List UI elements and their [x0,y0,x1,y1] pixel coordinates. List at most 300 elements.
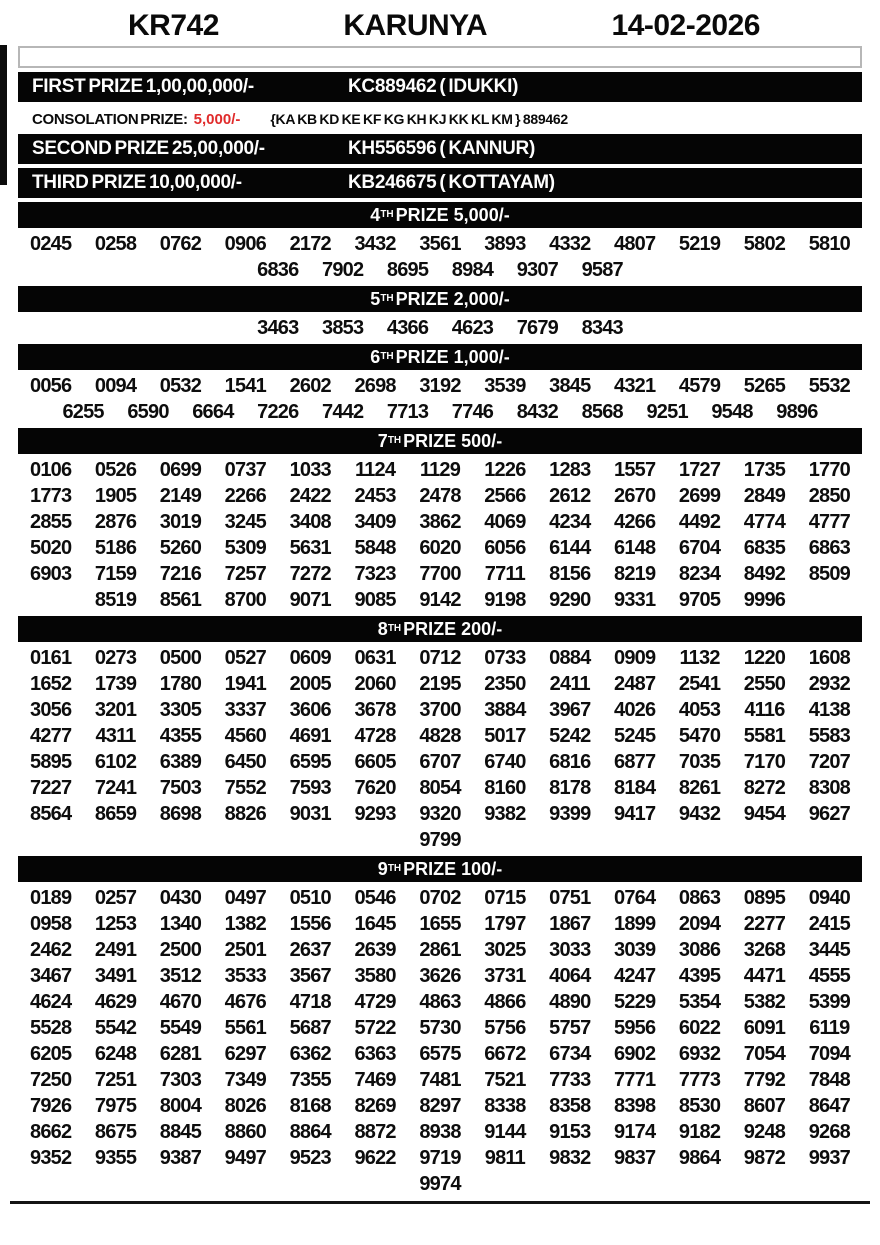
prize-number: 3033 [549,938,591,961]
second-prize-label: SECOND PRIZE 25,00,000/- [32,138,265,159]
prize-number: 7521 [484,1068,526,1091]
prize-number: 7503 [159,776,202,799]
prize-number: 2487 [614,672,656,695]
prize-number: 0737 [224,458,266,481]
prize-number: 2149 [159,484,202,507]
number-row [18,315,862,341]
prize-number: 4777 [808,510,850,533]
left-edge-strip [0,45,7,185]
section-title-text: PRIZE 2,000/- [395,288,510,309]
consolation-series: {KA KB KD KE KF KG KH KJ KK KL KM } 889462 [270,111,568,127]
prize-number: 7035 [678,750,721,773]
prize-number: 2566 [484,484,526,507]
prize-number: 2541 [678,672,721,695]
section-ordinal: 9 [377,858,388,879]
prize-number: 8160 [484,776,526,799]
prize-number: 3025 [484,938,526,961]
prize-number: 3567 [289,964,331,987]
prize-number: 5017 [484,724,526,747]
header [0,0,880,46]
prize-number: 2005 [289,672,331,695]
third-prize-winner: KB246675 ( KOTTAYAM) [348,172,555,193]
prize-number: 2462 [30,938,72,961]
prize-number: 5583 [808,724,850,747]
number-row [18,885,862,911]
prize-number: 5309 [224,536,266,559]
number-row [18,535,862,561]
section-ordinal: 5 [370,288,381,309]
number-row [18,509,862,535]
prize-number: 0863 [678,886,721,909]
prize-number: 5687 [289,1016,331,1039]
prize-number: 3201 [94,698,137,721]
prize-sections [0,202,880,1197]
prize-number: 9896 [776,400,818,423]
prize-number: 3268 [743,938,786,961]
section-title-text: PRIZE 500/- [403,430,503,451]
prize-number: 7257 [224,562,266,585]
prize-number: 3337 [224,698,266,721]
prize-number: 0189 [30,886,72,909]
prize-number: 3463 [257,316,299,339]
prize-number: 9523 [289,1146,331,1169]
prize-number: 3467 [30,964,72,987]
prize-number: 4624 [30,990,72,1013]
number-row [18,257,862,283]
prize-number: 7679 [516,316,558,339]
prize-number: 5470 [678,724,721,747]
number-row [18,483,862,509]
prize-number: 9937 [808,1146,850,1169]
prize-number: 4676 [224,990,266,1013]
prize-number: 5757 [549,1016,591,1039]
prize-number: 3606 [289,698,331,721]
prize-number: 6255 [62,400,104,423]
prize-number: 4234 [549,510,591,533]
prize-number: 8338 [484,1094,526,1117]
prize-number: 5399 [808,990,850,1013]
prize-number: 5354 [678,990,721,1013]
prize-number: 1557 [614,458,656,481]
prize-number: 3561 [419,232,461,255]
prize-number: 5242 [549,724,591,747]
prize-number: 0906 [224,232,266,255]
prize-number: 0733 [484,646,526,669]
prize-number: 1340 [159,912,202,935]
prize-number: 6020 [419,536,461,559]
prize-number: 7975 [94,1094,137,1117]
prize-number: 6119 [809,1016,850,1039]
prize-number: 2453 [354,484,396,507]
prize-number: 8026 [224,1094,266,1117]
prize-number: 4492 [678,510,721,533]
prize-number: 1124 [355,458,396,481]
prize-number: 0094 [94,374,137,397]
prize-number: 9071 [289,588,331,611]
prize-number: 0056 [30,374,72,397]
prize-number: 2501 [224,938,266,961]
prize-number: 3862 [419,510,461,533]
prize-number: 2698 [354,374,396,397]
prize-number: 6835 [743,536,786,559]
prize-number: 9031 [289,802,331,825]
prize-number: 8358 [549,1094,591,1117]
prize-number: 8308 [808,776,850,799]
prize-number: 0958 [30,912,72,935]
number-row [18,399,862,425]
prize-number: 7593 [289,776,331,799]
prize-number: 1129 [419,458,461,481]
prize-number: 7773 [678,1068,721,1091]
prize-number: 8700 [224,588,266,611]
prize-number: 6595 [289,750,331,773]
section-title-text: PRIZE 100/- [403,858,503,879]
prize-number: 0884 [549,646,591,669]
prize-number: 5186 [94,536,137,559]
prize-number: 6297 [224,1042,266,1065]
first-prize-bar [18,72,862,102]
prize-number: 9382 [484,802,526,825]
prize-number: 9417 [614,802,656,825]
section-ordinal: 7 [377,430,388,451]
third-prize-label: THIRD PRIZE 10,00,000/- [32,172,242,193]
prize-number: 2639 [354,938,396,961]
prize-number: 4555 [808,964,850,987]
number-row [18,697,862,723]
prize-number: 1033 [289,458,331,481]
prize-number: 2699 [678,484,721,507]
prize-number: 5229 [614,990,656,1013]
prize-number: 8984 [451,258,494,281]
section-title-6th-prize: 6 TH PRIZE 1,000/- [18,344,862,370]
prize-number: 6590 [127,400,169,423]
number-row [18,989,862,1015]
prize-number: 4116 [744,698,785,721]
prize-number: 1773 [30,484,72,507]
second-prize-bar [18,134,862,164]
consolation-row [18,106,862,132]
prize-number: 4890 [549,990,591,1013]
prize-number: 6102 [94,750,137,773]
prize-number: 4053 [678,698,721,721]
prize-number: 0762 [159,232,202,255]
prize-number: 9174 [614,1120,656,1143]
prize-number: 4321 [614,374,656,397]
prize-number: 2094 [678,912,721,935]
prize-number: 7771 [614,1068,656,1091]
lottery-name: KARUNYA [343,9,488,42]
prize-number: 6704 [678,536,721,559]
prize-number: 1727 [678,458,721,481]
prize-number: 1905 [94,484,137,507]
prize-number: 2415 [808,912,850,935]
prize-number: 0526 [94,458,137,481]
prize-number: 9268 [808,1120,850,1143]
prize-number: 5265 [743,374,786,397]
prize-number: 7620 [354,776,396,799]
prize-number: 2422 [289,484,331,507]
prize-number: 0527 [224,646,266,669]
prize-number: 6902 [614,1042,656,1065]
prize-number: 1608 [808,646,850,669]
number-row [18,801,862,827]
prize-number: 4471 [743,964,786,987]
prize-number: 4774 [743,510,786,533]
prize-number: 8864 [289,1120,331,1143]
first-prize-label: FIRST PRIZE 1,00,00,000/- [32,76,254,97]
prize-number: 4623 [451,316,494,339]
prize-number: 1797 [484,912,526,935]
prize-number: 0258 [94,232,137,255]
second-prize-winner: KH556596 ( KANNUR) [348,138,535,159]
prize-number: 0500 [159,646,202,669]
section-title-9th-prize: 9 TH PRIZE 100/- [18,856,862,882]
prize-number: 6022 [678,1016,721,1039]
prize-number: 9142 [419,588,461,611]
prize-number: 7226 [257,400,299,423]
prize-number: 1132 [679,646,720,669]
prize-number: 5245 [614,724,656,747]
prize-number: 7159 [94,562,137,585]
prize-number: 7792 [743,1068,786,1091]
prize-number: 2850 [808,484,850,507]
prize-number: 8398 [614,1094,656,1117]
prize-number: 5020 [30,536,72,559]
prize-number: 8647 [808,1094,850,1117]
prize-number: 0532 [159,374,202,397]
prize-number: 4395 [678,964,721,987]
prize-number: 8561 [159,588,202,611]
number-row [18,723,862,749]
prize-number: 2612 [549,484,591,507]
prize-number: 5730 [419,1016,461,1039]
prize-number: 8695 [386,258,429,281]
prize-number: 9548 [711,400,753,423]
prize-number: 3845 [549,374,591,397]
prize-number: 5722 [354,1016,396,1039]
prize-number: 7442 [322,400,364,423]
prize-number: 2861 [419,938,461,961]
prize-number: 7349 [224,1068,266,1091]
third-prize-bar [18,168,862,198]
prize-number: 9251 [646,400,688,423]
prize-number: 3893 [484,232,526,255]
prize-number: 9182 [678,1120,721,1143]
prize-number: 0106 [30,458,72,481]
prize-number: 6144 [549,536,591,559]
draw-code: KR742 [128,9,219,42]
prize-number: 8675 [94,1120,137,1143]
section-title-5th-prize: 5 TH PRIZE 2,000/- [18,286,862,312]
number-row [18,827,862,853]
prize-number: 1780 [159,672,202,695]
prize-number: 2876 [94,510,137,533]
prize-number: 3626 [419,964,461,987]
prize-number: 6863 [808,536,850,559]
prize-number: 4366 [386,316,429,339]
prize-number: 3192 [419,374,461,397]
prize-number: 1655 [419,912,461,935]
prize-number: 5848 [354,536,396,559]
prize-number: 1867 [549,912,591,935]
prize-number: 7481 [419,1068,461,1091]
prize-number: 8492 [743,562,786,585]
draw-date: 14-02-2026 [611,9,760,42]
prize-number: 3039 [614,938,656,961]
number-row [18,457,862,483]
prize-number: 7094 [808,1042,850,1065]
prize-number: 8219 [614,562,656,585]
prize-number: 4277 [30,724,72,747]
prize-number: 1226 [484,458,526,481]
prize-number: 0430 [159,886,202,909]
prize-number: 8234 [678,562,721,585]
prize-number: 3731 [484,964,526,987]
prize-number: 1941 [224,672,266,695]
prize-number: 3533 [224,964,266,987]
prize-number: 5260 [159,536,202,559]
prize-number: 9293 [354,802,396,825]
prize-number: 4863 [419,990,461,1013]
number-row [18,1015,862,1041]
prize-number: 4332 [549,232,591,255]
prize-number: 8872 [354,1120,396,1143]
prize-number: 7251 [94,1068,137,1091]
number-row [18,1067,862,1093]
prize-number: 6362 [289,1042,331,1065]
prize-number: 7241 [94,776,137,799]
prize-number: 3512 [159,964,202,987]
prize-number: 8168 [289,1094,331,1117]
prize-number: 6903 [30,562,72,585]
prize-number: 8662 [30,1120,72,1143]
prize-number: 6740 [484,750,526,773]
prize-number: 8519 [94,588,137,611]
prize-number: 7848 [808,1068,850,1091]
prize-number: 5810 [808,232,850,255]
prize-number: 0497 [224,886,266,909]
prize-number: 8184 [614,776,656,799]
prize-number: 4629 [94,990,137,1013]
prize-number: 3019 [159,510,202,533]
prize-number: 9387 [159,1146,202,1169]
prize-number: 7303 [159,1068,202,1091]
prize-number: 7746 [451,400,494,423]
prize-number: 5542 [94,1016,137,1039]
prize-number: 4729 [354,990,396,1013]
prize-number: 0245 [30,232,72,255]
prize-number: 0715 [484,886,526,909]
prize-number: 3491 [94,964,137,987]
prize-number: 9248 [743,1120,786,1143]
number-row [18,1171,862,1197]
prize-number: 2060 [354,672,396,695]
prize-number: 9399 [549,802,591,825]
prize-number: 4691 [289,724,331,747]
prize-number: 9290 [549,588,591,611]
prize-number: 9153 [549,1120,591,1143]
prize-number: 8860 [224,1120,266,1143]
prize-number: 9799 [419,828,461,851]
prize-number: 3539 [484,374,526,397]
prize-number: 9085 [354,588,396,611]
section-title-text: PRIZE 200/- [403,618,503,639]
prize-number: 7902 [322,258,364,281]
prize-number: 5528 [30,1016,72,1039]
number-row [18,1119,862,1145]
prize-number: 9497 [224,1146,266,1169]
prize-number: 8272 [743,776,786,799]
consolation-amount: 5,000/- [193,110,241,128]
prize-number: 7552 [224,776,266,799]
number-row [18,911,862,937]
number-row [18,1041,862,1067]
prize-number: 6575 [419,1042,461,1065]
prize-number: 3245 [224,510,266,533]
prize-number: 7216 [159,562,202,585]
prize-number: 6707 [419,750,461,773]
prize-number: 8826 [224,802,266,825]
number-row [18,645,862,671]
prize-number: 1899 [614,912,656,935]
prize-number: 6605 [354,750,396,773]
prize-number: 6816 [549,750,591,773]
number-row [18,749,862,775]
prize-number: 6248 [94,1042,137,1065]
prize-number: 2277 [743,912,786,935]
prize-number: 2350 [484,672,526,695]
prize-number: 2266 [224,484,266,507]
prize-number: 0257 [94,886,137,909]
number-row [18,587,862,613]
prize-number: 8659 [94,802,137,825]
prize-number: 7323 [354,562,396,585]
prize-number: 9331 [614,588,656,611]
prize-number: 3967 [549,698,591,721]
prize-number: 5219 [678,232,721,255]
prize-number: 2550 [743,672,786,695]
prize-number: 9719 [419,1146,461,1169]
prize-number: 1739 [94,672,137,695]
section-title-text: PRIZE 1,000/- [395,346,510,367]
prize-number: 8845 [159,1120,202,1143]
prize-number: 5382 [743,990,786,1013]
prize-number: 1556 [289,912,331,935]
prize-number: 7272 [289,562,331,585]
prize-number: 1770 [808,458,850,481]
prize-number: 9355 [94,1146,137,1169]
prize-number: 0699 [159,458,202,481]
prize-number: 6932 [678,1042,721,1065]
number-row [18,231,862,257]
number-row [18,1145,862,1171]
prize-number: 0712 [419,646,461,669]
prize-number: 3409 [354,510,396,533]
prize-number: 3432 [354,232,396,255]
prize-number: 6389 [159,750,202,773]
prize-number: 3086 [678,938,721,961]
number-row [18,937,862,963]
prize-number: 7054 [743,1042,786,1065]
prize-number: 4828 [419,724,461,747]
prize-number: 0546 [354,886,396,909]
prize-number: 6148 [614,536,656,559]
prize-number: 9432 [678,802,721,825]
prize-number: 4355 [159,724,202,747]
section-title-8th-prize: 8 TH PRIZE 200/- [18,616,862,642]
prize-number: 6672 [484,1042,526,1065]
number-row [18,561,862,587]
